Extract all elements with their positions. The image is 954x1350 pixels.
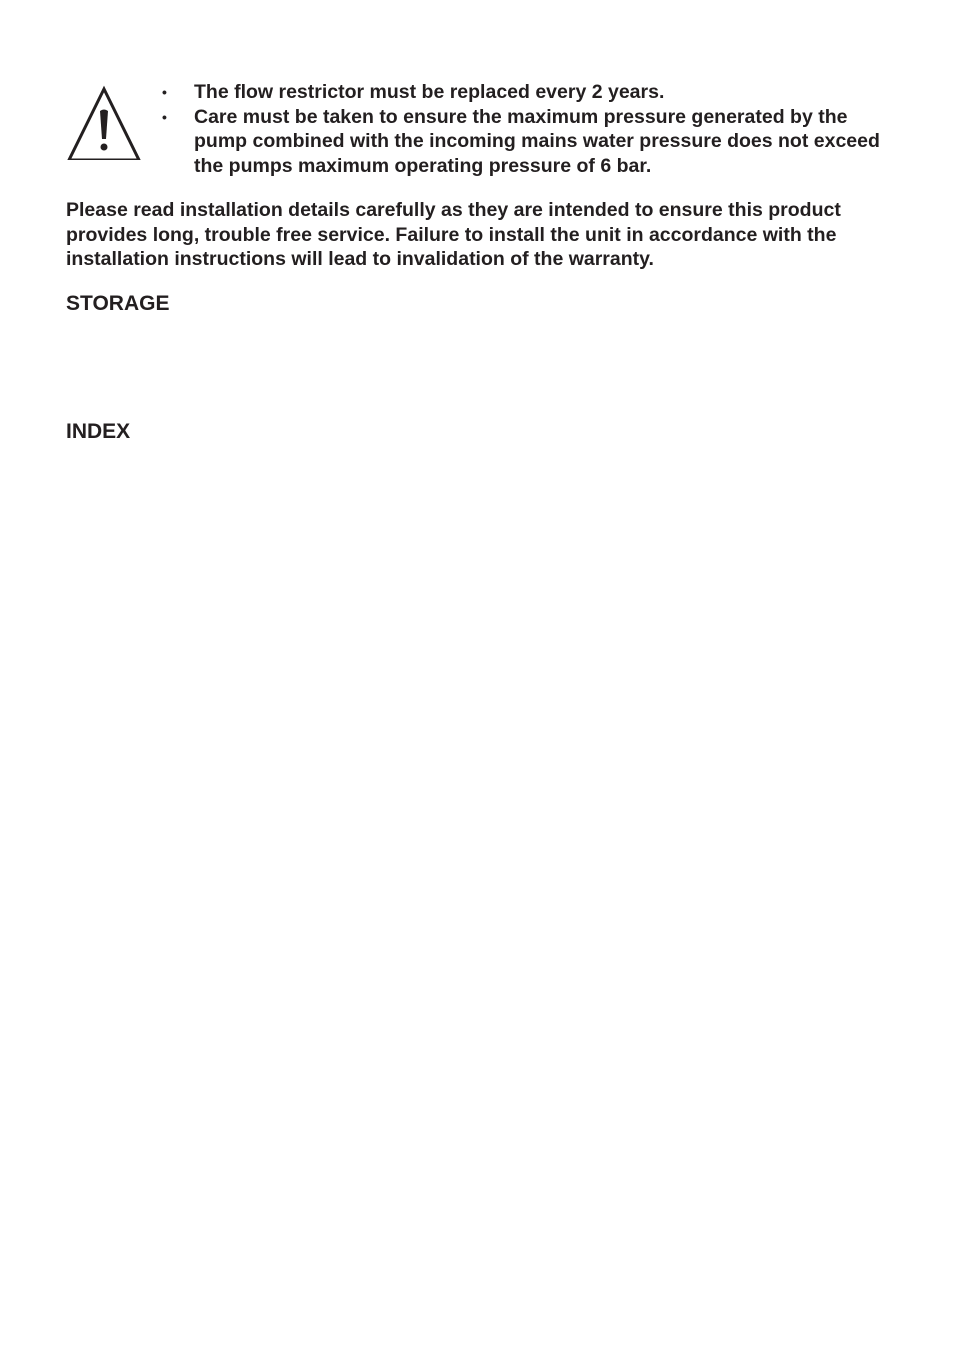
storage-heading: STORAGE: [66, 292, 170, 315]
bullet-icon: •: [162, 108, 167, 125]
warning-list: [162, 80, 902, 178]
warning-text: Care must be taken to ensure the maximum pressure generated by the pump combined with the incoming mains water pressure does not exceed the pumps maximum operating pressure of 6 bar.: [194, 105, 880, 177]
intro-paragraph: Please read installation details carefully as they are intended to ensure this product provides long, trouble free service. Failure to install the unit in accordance with the installation instructions will lead to invalidation of the warranty.: [66, 199, 841, 270]
bullet-icon: •: [162, 84, 167, 100]
list-item: [162, 105, 902, 179]
warning-triangle-icon: [66, 84, 142, 160]
list-item: [162, 80, 902, 105]
warning-text: The flow restrictor must be replaced every 2 years.: [194, 81, 665, 103]
index-heading: INDEX: [66, 420, 131, 443]
